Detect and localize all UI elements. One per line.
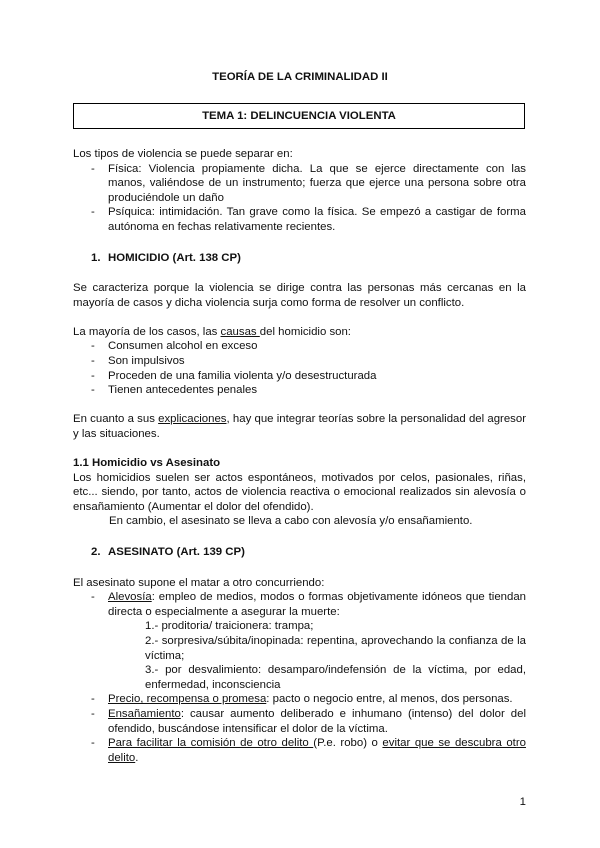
alevosia-item: 3.- por desvalimiento: desamparo/indefensión de la víctima, por edad, enfermedad, inconsciencia (145, 664, 526, 691)
causes-list (73, 339, 526, 397)
asesinato-list (73, 590, 526, 619)
list-item: - Psíquica: intimidación. Tan grave como la física. Se empezó a castigar de forma autónoma en fechas relativamente recientes. (91, 206, 526, 233)
list-item: - Física: Violencia propiamente dicha. La que se ejerce directamente con las manos, valiéndose de un instrumento; fuerza que ejerce una persona sobre otra produciéndole un daño (91, 162, 526, 204)
list-item: - Consumen alcohol en exceso (91, 340, 258, 353)
intro-text: Los tipos de violencia se puede separar en: (73, 148, 293, 160)
alevosia-item: 1.- proditoria/ traicionera: trampa; (145, 620, 314, 633)
document-title: TEORÍA DE LA CRIMINALIDAD II (212, 71, 388, 83)
subsection-paragraph: Los homicidios suelen ser actos espontáneos, motivados por celos, pasionales, riñas, etc... siendo, por tanto, actos de violencia reactiva o emocional realizados sin alevosía o ensañamiento (Aumentar el dolor del ofendido). (73, 471, 526, 513)
list-item: - Para facilitar la comisión de otro delito (P.e. robo) o evitar que se descubra otro delito. (91, 737, 526, 764)
list-item: - Precio, recompensa o promesa: pacto o negocio entre, al menos, dos personas. (91, 693, 513, 706)
section-2-heading: 2. ASESINATO (Art. 139 CP) (91, 545, 245, 558)
list-item: - Alevosía: empleo de medios, modos o formas objetivamente idóneos que tiendan directa o especialmente a asegurar la muerte: (91, 591, 526, 618)
causes-intro: La mayoría de los casos, las causas del homicidio son: (73, 325, 351, 338)
document-body (73, 147, 526, 765)
tema-title: TEMA 1: DELINCUENCIA VIOLENTA (202, 110, 396, 122)
section-1-heading: 1. HOMICIDIO (Art. 138 CP) (91, 251, 241, 264)
list-item: - Proceden de una familia violenta y/o desestructurada (91, 369, 377, 382)
list-item: - Tienen antecedentes penales (91, 384, 258, 397)
subsection-paragraph-2: En cambio, el asesinato se lleva a cabo con alevosía y/o ensañamiento. (109, 515, 473, 528)
tema-box (73, 103, 525, 129)
page-number: 1 (519, 796, 526, 808)
list-item: - Son impulsivos (91, 355, 185, 368)
subsection-title: 1.1 Homicidio vs Asesinato (73, 457, 221, 469)
asesinato-list-continued (73, 692, 526, 765)
alevosia-item: 2.- sorpresiva/súbita/inopinada: repentina, aprovechando la confianza de la víctima; (145, 634, 526, 662)
explanations-paragraph: En cuanto a sus explicaciones, hay que integrar teorías sobre la personalidad del agresor y las situaciones. (73, 413, 526, 440)
section-1-paragraph: Se caracteriza porque la violencia se dirige contra las personas más cercanas en la mayoría de casos y dicha violencia surja como forma de resolver un conflicto. (73, 282, 526, 309)
section-2-intro: El asesinato supone el matar a otro concurriendo: (73, 576, 325, 589)
violence-types-list (73, 162, 526, 235)
list-item: - Ensañamiento: causar aumento deliberado e inhumano (intenso) del dolor del ofendido, buscándose intensificar el dolor de la víctima. (91, 707, 526, 735)
